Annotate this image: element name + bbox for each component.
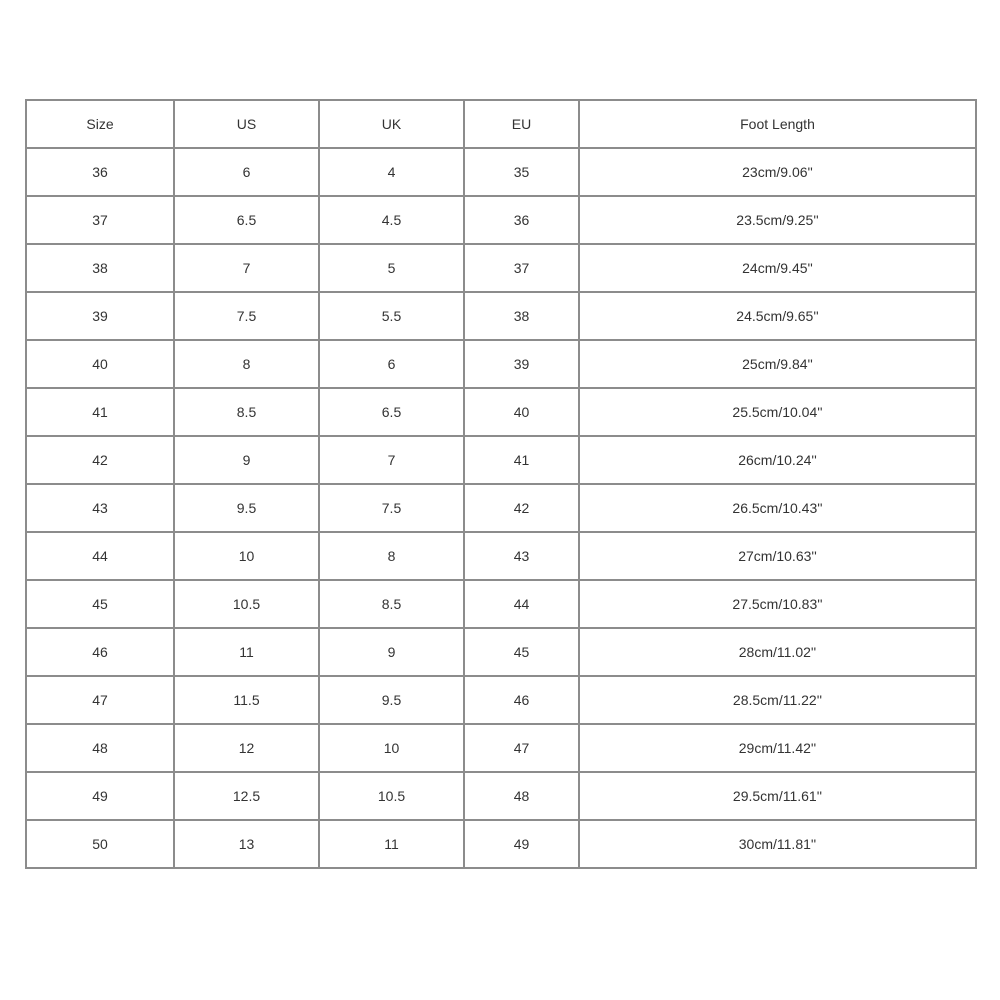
- table-row: [26, 820, 976, 868]
- cell-uk: 10: [319, 724, 464, 772]
- cell-uk: 8.5: [319, 580, 464, 628]
- cell-us: 13: [174, 820, 319, 868]
- cell-uk: 4: [319, 148, 464, 196]
- cell-uk: 4.5: [319, 196, 464, 244]
- cell-foot-length: 25cm/9.84'': [579, 340, 976, 388]
- cell-eu: 45: [464, 628, 579, 676]
- table-row: [26, 580, 976, 628]
- cell-size: 47: [26, 676, 174, 724]
- header-eu: EU: [464, 100, 579, 148]
- cell-foot-length: 27.5cm/10.83'': [579, 580, 976, 628]
- cell-uk: 7: [319, 436, 464, 484]
- table-row: [26, 436, 976, 484]
- cell-eu: 37: [464, 244, 579, 292]
- cell-foot-length: 30cm/11.81'': [579, 820, 976, 868]
- cell-foot-length: 29cm/11.42'': [579, 724, 976, 772]
- cell-uk: 7.5: [319, 484, 464, 532]
- cell-size: 39: [26, 292, 174, 340]
- cell-size: 46: [26, 628, 174, 676]
- table-row: [26, 340, 976, 388]
- cell-eu: 44: [464, 580, 579, 628]
- cell-size: 48: [26, 724, 174, 772]
- header-uk: UK: [319, 100, 464, 148]
- cell-eu: 39: [464, 340, 579, 388]
- cell-us: 6.5: [174, 196, 319, 244]
- cell-us: 8: [174, 340, 319, 388]
- cell-us: 12: [174, 724, 319, 772]
- cell-eu: 36: [464, 196, 579, 244]
- cell-us: 11.5: [174, 676, 319, 724]
- cell-eu: 48: [464, 772, 579, 820]
- cell-size: 36: [26, 148, 174, 196]
- cell-size: 43: [26, 484, 174, 532]
- cell-size: 44: [26, 532, 174, 580]
- header-foot-length: Foot Length: [579, 100, 976, 148]
- cell-eu: 35: [464, 148, 579, 196]
- cell-eu: 38: [464, 292, 579, 340]
- cell-eu: 40: [464, 388, 579, 436]
- cell-foot-length: 28.5cm/11.22'': [579, 676, 976, 724]
- cell-foot-length: 26cm/10.24'': [579, 436, 976, 484]
- table-row: [26, 772, 976, 820]
- size-chart-body: [26, 148, 976, 868]
- table-row: [26, 388, 976, 436]
- cell-us: 7.5: [174, 292, 319, 340]
- header-size: Size: [26, 100, 174, 148]
- cell-foot-length: 24cm/9.45'': [579, 244, 976, 292]
- cell-uk: 10.5: [319, 772, 464, 820]
- cell-uk: 8: [319, 532, 464, 580]
- cell-foot-length: 26.5cm/10.43'': [579, 484, 976, 532]
- cell-eu: 47: [464, 724, 579, 772]
- cell-us: 6: [174, 148, 319, 196]
- table-row: [26, 532, 976, 580]
- table-row: [26, 292, 976, 340]
- cell-eu: 41: [464, 436, 579, 484]
- cell-eu: 43: [464, 532, 579, 580]
- cell-size: 38: [26, 244, 174, 292]
- cell-us: 9.5: [174, 484, 319, 532]
- cell-size: 41: [26, 388, 174, 436]
- cell-us: 10.5: [174, 580, 319, 628]
- cell-uk: 6.5: [319, 388, 464, 436]
- cell-uk: 9.5: [319, 676, 464, 724]
- cell-size: 40: [26, 340, 174, 388]
- header-us: US: [174, 100, 319, 148]
- cell-size: 42: [26, 436, 174, 484]
- size-chart-header: [26, 100, 976, 148]
- table-row: [26, 484, 976, 532]
- cell-us: 11: [174, 628, 319, 676]
- table-row: [26, 244, 976, 292]
- cell-foot-length: 23.5cm/9.25'': [579, 196, 976, 244]
- cell-uk: 5: [319, 244, 464, 292]
- cell-us: 7: [174, 244, 319, 292]
- size-chart-table: [25, 99, 977, 869]
- cell-size: 50: [26, 820, 174, 868]
- table-row: [26, 196, 976, 244]
- cell-us: 9: [174, 436, 319, 484]
- cell-size: 49: [26, 772, 174, 820]
- cell-uk: 9: [319, 628, 464, 676]
- table-row: [26, 724, 976, 772]
- cell-eu: 46: [464, 676, 579, 724]
- table-row: [26, 676, 976, 724]
- cell-size: 45: [26, 580, 174, 628]
- cell-uk: 11: [319, 820, 464, 868]
- cell-foot-length: 29.5cm/11.61'': [579, 772, 976, 820]
- table-row: [26, 148, 976, 196]
- cell-us: 10: [174, 532, 319, 580]
- header-row: [26, 100, 976, 148]
- cell-foot-length: 23cm/9.06'': [579, 148, 976, 196]
- cell-foot-length: 27cm/10.63'': [579, 532, 976, 580]
- cell-foot-length: 24.5cm/9.65'': [579, 292, 976, 340]
- table-row: [26, 628, 976, 676]
- cell-us: 8.5: [174, 388, 319, 436]
- cell-uk: 5.5: [319, 292, 464, 340]
- cell-foot-length: 28cm/11.02'': [579, 628, 976, 676]
- cell-uk: 6: [319, 340, 464, 388]
- cell-size: 37: [26, 196, 174, 244]
- cell-eu: 42: [464, 484, 579, 532]
- cell-eu: 49: [464, 820, 579, 868]
- cell-foot-length: 25.5cm/10.04'': [579, 388, 976, 436]
- cell-us: 12.5: [174, 772, 319, 820]
